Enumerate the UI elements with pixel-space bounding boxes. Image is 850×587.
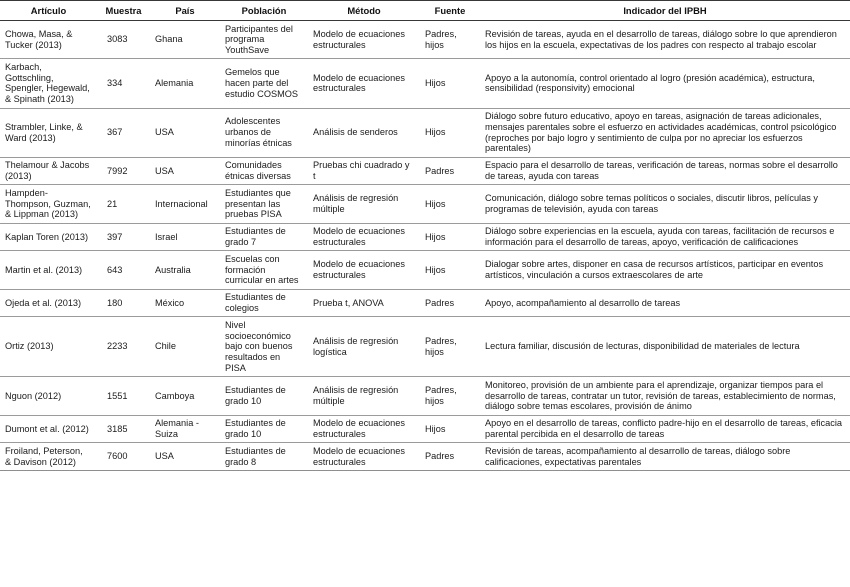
cell-muestra: 180 (97, 289, 150, 317)
cell-metodo: Modelo de ecuaciones estructurales (308, 443, 420, 471)
cell-poblacion: Estudiantes de grado 10 (220, 377, 308, 415)
cell-indicador-ipbh: Revisión de tareas, ayuda en el desarrollo de tareas, diálogo sobre lo que aprendieron los hijos en la escuela, expectativas de los padres con respecto al trabajo escolar (485, 28, 837, 50)
cell-articulo: Hampden-Thompson, Guzman, & Lippman (2013) (0, 185, 97, 223)
cell-pais: USA (150, 443, 220, 471)
cell-muestra: 643 (97, 251, 150, 289)
cell-indicador-ipbh: Dialogar sobre artes, disponer en casa de recursos artísticos, participar en eventos artísticos, vinculación a cursos extraescolares de arte (480, 251, 850, 289)
cell-poblacion: Adolescentes urbanos de minorías étnicas (220, 108, 308, 157)
cell-indicador-ipbh: Diálogo sobre experiencias en la escuela, ayuda con tareas, facilitación de recursos e información para el desarrollo de tareas, apoyo, verificación de calificaciones (480, 223, 850, 251)
cell-articulo: Ojeda et al. (2013) (0, 289, 97, 317)
cell-indicador-ipbh: Comunicación, diálogo sobre temas políticos o sociales, discutir libros, películas y programas de televisión, ayuda con tareas (480, 185, 850, 223)
cell-fuente: Hijos (420, 415, 480, 443)
cell-metodo: Pruebas chi cuadrado y t (308, 157, 420, 185)
cell-articulo: Strambler, Linke, & Ward (2013) (0, 108, 97, 157)
cell-poblacion: Gemelos que hacen parte del estudio COSMOS (220, 59, 308, 108)
cell-articulo: Froiland, Peterson, & Davison (2012) (0, 443, 97, 471)
cell-indicador-ipbh: Lectura familiar, discusión de lecturas, disponibilidad de materiales de lectura (480, 317, 850, 377)
cell-muestra: 367 (97, 108, 150, 157)
cell-metodo: Modelo de ecuaciones estructurales (313, 28, 405, 50)
cell-pais: Internacional (150, 185, 220, 223)
cell-pais: México (150, 289, 220, 317)
cell-muestra: 7992 (97, 157, 150, 185)
cell-articulo: Dumont et al. (2012) (0, 415, 97, 443)
table-row (0, 223, 850, 251)
cell-metodo: Análisis de senderos (308, 108, 420, 157)
cell-poblacion: Estudiantes de grado 7 (220, 223, 308, 251)
cell-poblacion: Participantes del programa YouthSave (225, 23, 293, 56)
column-header-pais: País (150, 1, 220, 21)
table-row (0, 289, 850, 317)
cell-articulo: Kaplan Toren (2013) (0, 223, 97, 251)
cell-fuente: Padres, hijos (425, 28, 457, 50)
cell-pais: Israel (150, 223, 220, 251)
table-row (0, 415, 850, 443)
cell-pais: Alemania - Suiza (150, 415, 220, 443)
column-header-articulo: Artículo (0, 1, 97, 21)
cell-metodo: Modelo de ecuaciones estructurales (308, 415, 420, 443)
column-header-metodo: Método (308, 1, 420, 21)
cell-fuente: Hijos (420, 223, 480, 251)
cell-muestra: 7600 (97, 443, 150, 471)
cell-fuente: Padres, hijos (420, 377, 480, 415)
cell-pais: Australia (150, 251, 220, 289)
cell-articulo: Karbach, Gottschling, Spengler, Hegewald, & Spinath (2013) (0, 59, 97, 108)
cell-poblacion: Estudiantes que presentan las pruebas PISA (220, 185, 308, 223)
header-row (0, 1, 850, 21)
cell-articulo: Martin et al. (2013) (0, 251, 97, 289)
table-row (0, 317, 850, 377)
cell-metodo: Modelo de ecuaciones estructurales (308, 251, 420, 289)
cell-articulo: Thelamour & Jacobs (2013) (0, 157, 97, 185)
cell-muestra: 3185 (97, 415, 150, 443)
cell-articulo: Chowa, Masa, & Tucker (2013) (5, 28, 73, 50)
cell-indicador-ipbh: Apoyo, acompañamiento al desarrollo de tareas (480, 289, 850, 317)
table-row (0, 377, 850, 415)
cell-poblacion: Estudiantes de grado 10 (220, 415, 308, 443)
cell-indicador-ipbh: Revisión de tareas, acompañamiento al desarrollo de tareas, diálogo sobre calificaciones, expectativas parentales (480, 443, 850, 471)
cell-metodo: Prueba t, ANOVA (308, 289, 420, 317)
cell-poblacion: Escuelas con formación curricular en artes (220, 251, 308, 289)
table-row (0, 185, 850, 223)
cell-pais: Chile (150, 317, 220, 377)
cell-articulo: Ortiz (2013) (0, 317, 97, 377)
table-row (0, 59, 850, 108)
table-row (0, 157, 850, 185)
cell-fuente: Padres, hijos (420, 317, 480, 377)
cell-indicador-ipbh: Apoyo en el desarrollo de tareas, conflicto padre-hijo en el desarrollo de tareas, eficacia parental percibida en el desarrollo de tareas (480, 415, 850, 443)
cell-muestra: 2233 (97, 317, 150, 377)
cell-metodo: Análisis de regresión logística (308, 317, 420, 377)
cell-pais: Alemania (150, 59, 220, 108)
cell-fuente: Hijos (420, 185, 480, 223)
cell-metodo: Análisis de regresión múltiple (308, 185, 420, 223)
table-row (0, 108, 850, 157)
cell-metodo: Análisis de regresión múltiple (308, 377, 420, 415)
cell-metodo: Modelo de ecuaciones estructurales (308, 223, 420, 251)
column-header-poblacion: Población (220, 1, 308, 21)
cell-poblacion: Nivel socioeconómico bajo con buenos resultados en PISA (220, 317, 308, 377)
cell-pais: USA (150, 157, 220, 185)
cell-poblacion: Comunidades étnicas diversas (220, 157, 308, 185)
cell-indicador-ipbh: Espacio para el desarrollo de tareas, verificación de tareas, normas sobre el desarrollo de tareas, ayuda con tareas (480, 157, 850, 185)
column-header-muestra: Muestra (97, 1, 150, 21)
cell-fuente: Hijos (420, 251, 480, 289)
cell-indicador-ipbh: Apoyo a la autonomía, control orientado al logro (presión académica), estructura, sensibilidad (responsivity) emocional (480, 59, 850, 108)
cell-indicador-ipbh: Diálogo sobre futuro educativo, apoyo en tareas, asignación de tareas adicionales, mensajes parentales sobre el esfuerzo en actividades académicas, control psicológico (reproches por bajo logro y sentimiento de culpa por no apreciar los esfuerzos parentales) (480, 108, 850, 157)
cell-fuente: Padres (420, 157, 480, 185)
cell-muestra: 3083 (107, 34, 128, 45)
table-head (0, 1, 850, 21)
cell-fuente: Padres (420, 289, 480, 317)
cell-poblacion: Estudiantes de grado 8 (220, 443, 308, 471)
table-row (0, 251, 850, 289)
table-body (0, 21, 850, 471)
cell-articulo: Nguon (2012) (0, 377, 97, 415)
table-row (0, 443, 850, 471)
cell-pais: Ghana (155, 34, 183, 45)
cell-fuente: Hijos (420, 59, 480, 108)
cell-muestra: 397 (97, 223, 150, 251)
cell-fuente: Padres (420, 443, 480, 471)
table-row (0, 21, 850, 59)
cell-fuente: Hijos (420, 108, 480, 157)
cell-muestra: 1551 (97, 377, 150, 415)
cell-muestra: 334 (97, 59, 150, 108)
cell-pais: Camboya (150, 377, 220, 415)
column-header-fuente: Fuente (420, 1, 480, 21)
column-header-indicador-ipbh: Indicador del IPBH (480, 1, 850, 21)
cell-muestra: 21 (97, 185, 150, 223)
cell-metodo: Modelo de ecuaciones estructurales (308, 59, 420, 108)
cell-pais: USA (150, 108, 220, 157)
cell-poblacion: Estudiantes de colegios (220, 289, 308, 317)
cell-indicador-ipbh: Monitoreo, provisión de un ambiente para el aprendizaje, organizar tiempos para el desarrollo de tareas, contratar un tutor, revisión de tareas, establecimiento de normas, diálogo sobre temas escolares, provisión de ánimo (480, 377, 850, 415)
